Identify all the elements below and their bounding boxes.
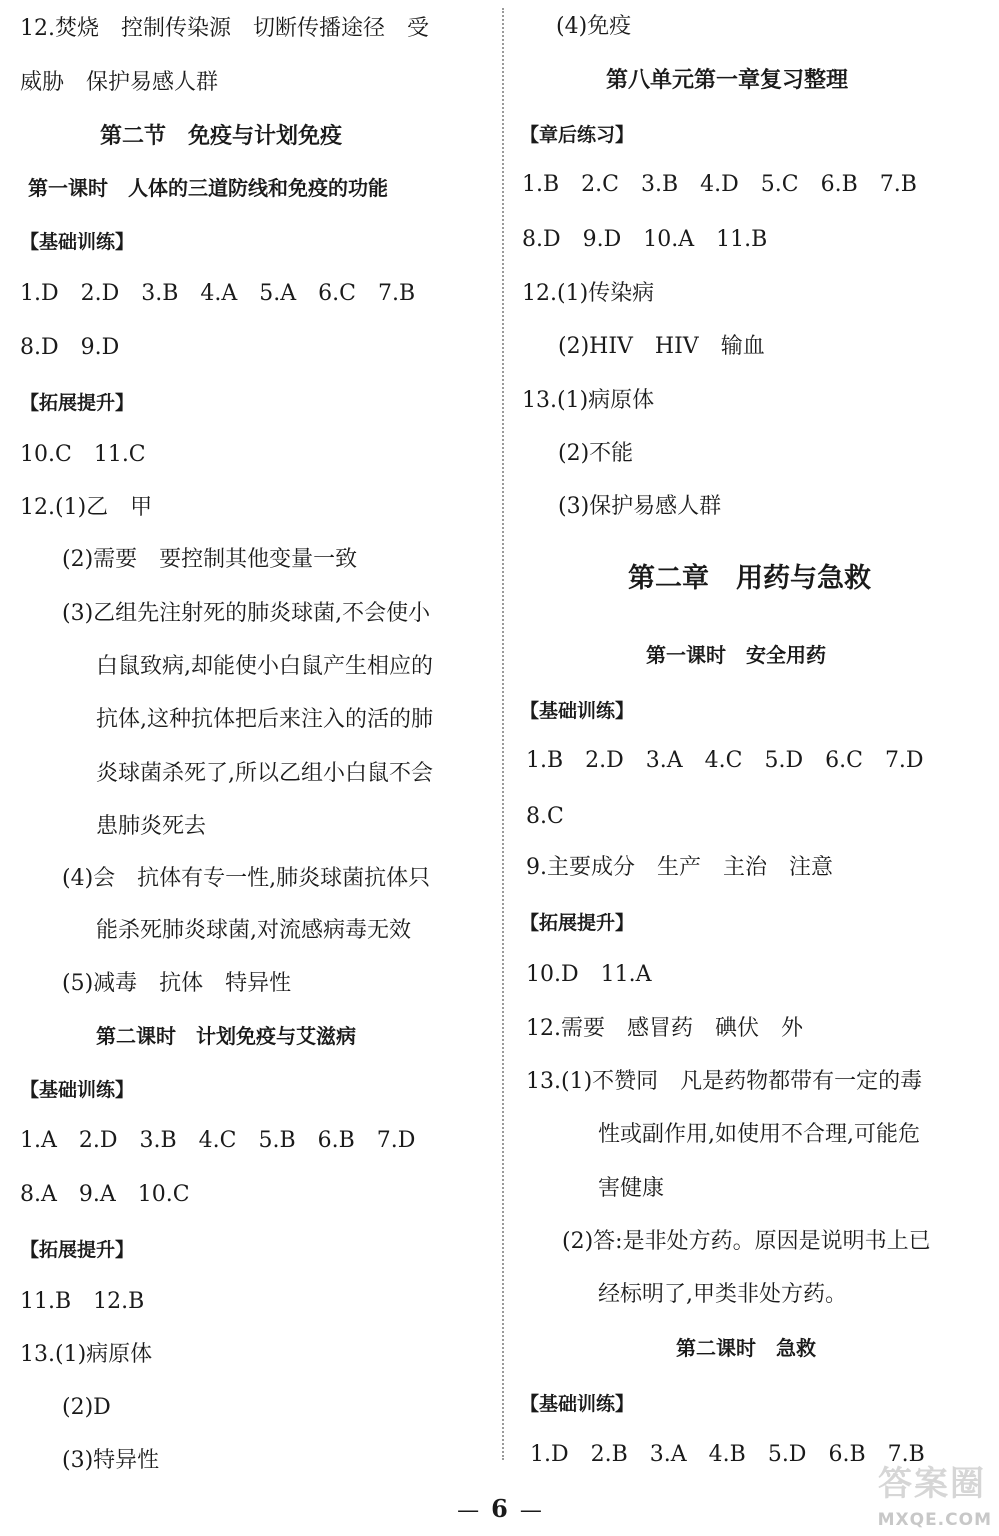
- answer-line: 炎球菌杀死了,所以乙组小白鼠不会: [96, 761, 433, 786]
- answer-line: 13.(1)不赞同 凡是药物都带有一定的毒: [526, 1069, 923, 1094]
- section-tag: 【拓展提升】: [20, 1239, 135, 1261]
- answer-line: 12.需要 感冒药 碘伏 外: [526, 1016, 803, 1041]
- answer-line: 威胁 保护易感人群: [20, 70, 219, 95]
- watermark-logo: 答案圈: [878, 1464, 986, 1504]
- section-tag: 【拓展提升】: [520, 912, 635, 934]
- section-tag: 【基础训练】: [520, 1393, 635, 1415]
- answer-line: (4)会 抗体有专一性,肺炎球菌抗体只: [62, 866, 431, 891]
- column-divider: [502, 8, 504, 1460]
- answer-line: 12.焚烧 控制传染源 切断传播途径 受: [20, 16, 429, 41]
- answer-line: 1.D 2.D 3.B 4.A 5.A 6.C 7.B: [20, 281, 416, 306]
- answer-line: (2)答:是非处方药。原因是说明书上已: [562, 1229, 931, 1254]
- answer-line: 1.D 2.B 3.A 4.B 5.D 6.B 7.B: [530, 1442, 925, 1467]
- answer-line: (2)HIV HIV 输血: [558, 334, 765, 359]
- lesson-title: 第一课时 人体的三道防线和免疫的功能: [28, 176, 388, 200]
- answer-line: 性或副作用,如使用不合理,可能危: [598, 1122, 920, 1147]
- answer-line: 13.(1)病原体: [20, 1342, 153, 1367]
- lesson-title: 第二课时 急救: [676, 1336, 816, 1360]
- answer-line: 11.B 12.B: [20, 1289, 145, 1314]
- lesson-title: 第一课时 安全用药: [646, 643, 826, 667]
- page-number: — 6 —: [457, 1494, 542, 1523]
- watermark: [826, 1452, 996, 1534]
- answer-line: 12.(1)传染病: [522, 281, 655, 306]
- answer-line: 12.(1)乙 甲: [20, 495, 153, 520]
- section-tag: 【基础训练】: [20, 1079, 135, 1101]
- section-tag: 【基础训练】: [520, 700, 635, 722]
- answer-line: 害健康: [598, 1176, 665, 1201]
- section-title: 第二节 免疫与计划免疫: [100, 124, 343, 149]
- answer-line: 能杀死肺炎球菌,对流感病毒无效: [96, 918, 411, 943]
- chapter-title: 第二章 用药与急救: [628, 563, 871, 594]
- page-number-value: 6: [491, 1494, 508, 1523]
- answer-line: 10.C 11.C: [20, 442, 146, 467]
- answer-line: 白鼠致病,却能使小白鼠产生相应的: [96, 654, 433, 679]
- section-tag: 【基础训练】: [20, 231, 135, 253]
- answer-line: (5)减毒 抗体 特异性: [62, 971, 292, 996]
- answer-line: 1.B 2.C 3.B 4.D 5.C 6.B 7.B: [522, 172, 917, 197]
- section-title: 第八单元第一章复习整理: [606, 68, 849, 93]
- answer-line: 13.(1)病原体: [522, 388, 655, 413]
- section-tag: 【章后练习】: [520, 124, 635, 146]
- answer-line: (4)免疫: [556, 14, 632, 39]
- answer-line: 抗体,这种抗体把后来注入的活的肺: [96, 707, 433, 732]
- section-tag: 【拓展提升】: [20, 392, 135, 414]
- answer-line: 10.D 11.A: [526, 962, 652, 987]
- watermark-site: MXQE.COM: [877, 1510, 992, 1530]
- lesson-title: 第二课时 计划免疫与艾滋病: [96, 1024, 356, 1048]
- answer-line: 经标明了,甲类非处方药。: [598, 1282, 847, 1307]
- answer-line: 8.D 9.D: [20, 335, 120, 360]
- answer-line: 8.A 9.A 10.C: [20, 1182, 190, 1207]
- answer-line: 9.主要成分 生产 主治 注意: [526, 855, 833, 880]
- answer-line: (3)乙组先注射死的肺炎球菌,不会使小: [62, 601, 431, 626]
- answer-line: 1.B 2.D 3.A 4.C 5.D 6.C 7.D: [526, 748, 924, 773]
- answer-line: 8.C: [526, 804, 564, 829]
- answer-line: 8.D 9.D 10.A 11.B: [522, 227, 768, 252]
- answer-line: (2)需要 要控制其他变量一致: [62, 547, 358, 572]
- answer-line: 患肺炎死去: [96, 814, 207, 839]
- answer-line: (2)D: [62, 1395, 111, 1420]
- answer-line: 1.A 2.D 3.B 4.C 5.B 6.B 7.D: [20, 1128, 416, 1153]
- answer-line: (3)特异性: [62, 1448, 160, 1473]
- answer-line: (2)不能: [558, 441, 634, 466]
- answer-line: (3)保护易感人群: [558, 494, 722, 519]
